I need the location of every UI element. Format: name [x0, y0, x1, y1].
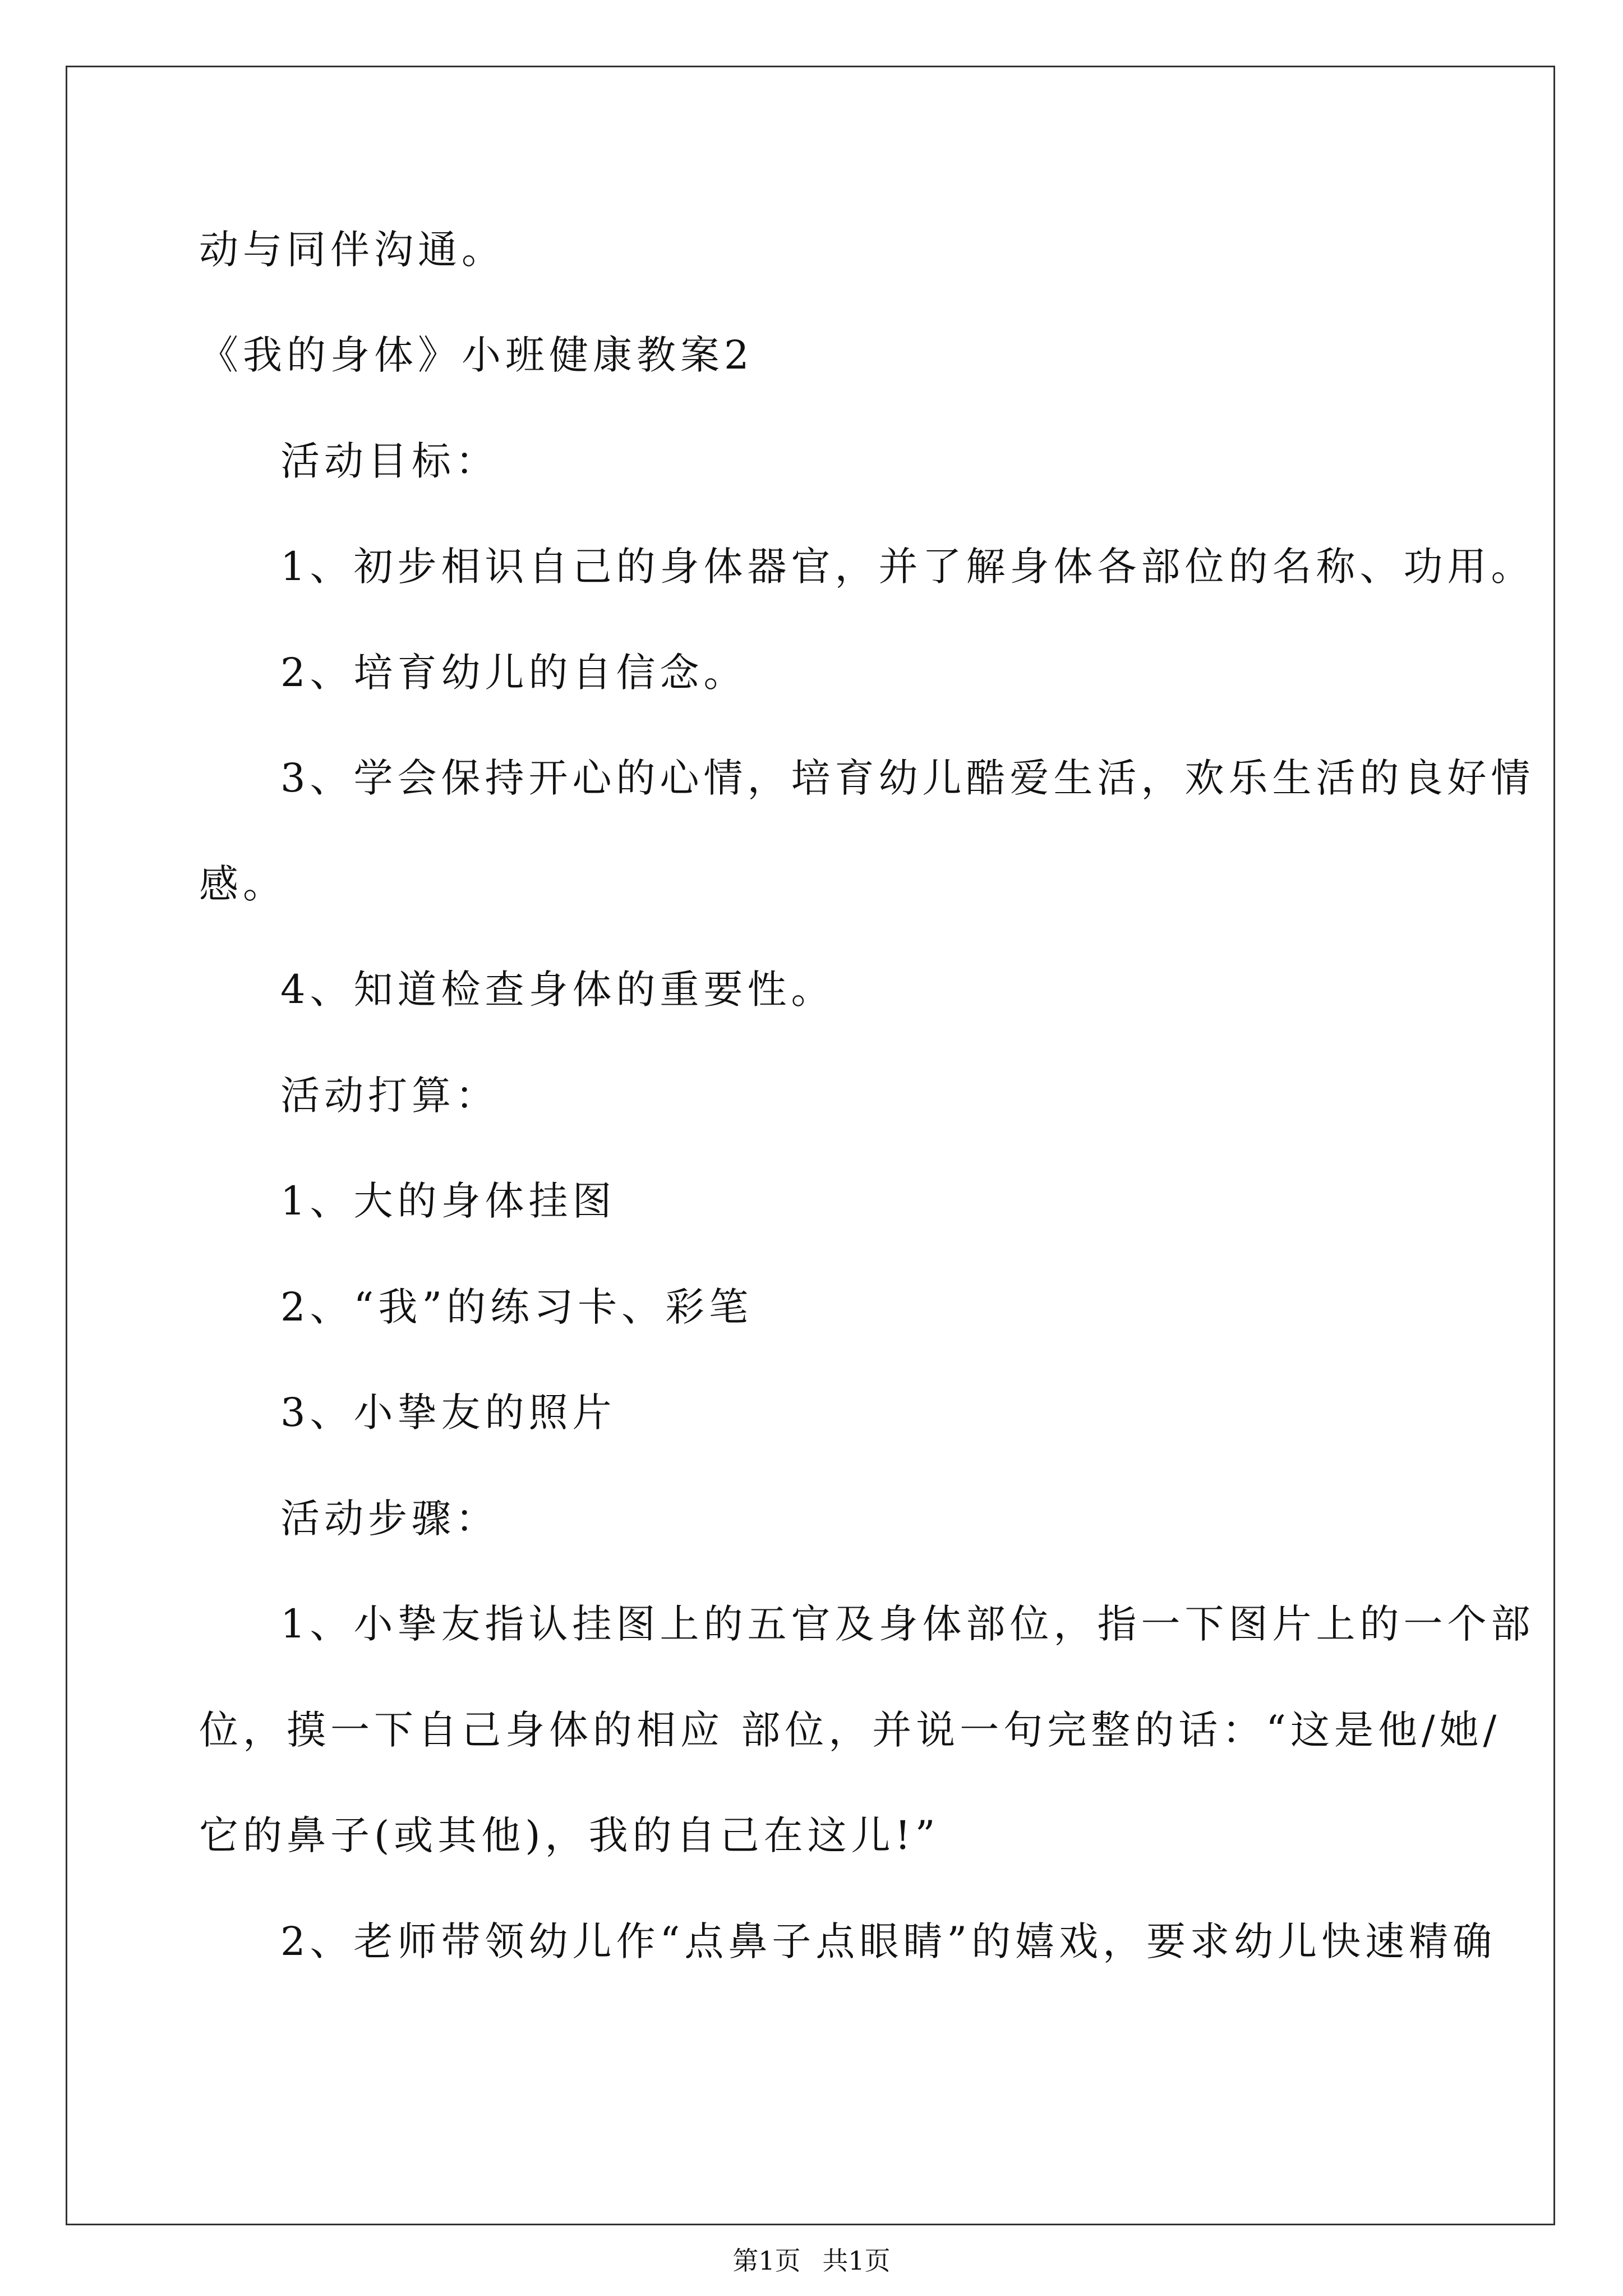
text-line: 1、初步相识自己的身体器官，并了解身体各部位的名称、功用。	[280, 544, 1535, 590]
text-line: 2、培育幼儿的自信念。	[280, 650, 748, 696]
text-line: 3、学会保持开心的心情，培育幼儿酷爱生活，欢乐生活的良好情	[280, 755, 1535, 801]
page-footer	[0, 2244, 1623, 2277]
heading-activity-goals: 活动目标：	[280, 438, 499, 484]
text-line: 2、“我”的练习卡、彩笔	[280, 1284, 753, 1330]
text-line: 4、知道检查身体的重要性。	[280, 967, 835, 1013]
section-title: 《我的身体》小班健康教案2	[199, 332, 754, 378]
heading-activity-prep: 活动打算：	[280, 1073, 499, 1119]
text-line: 它的鼻子(或其他)，我的自己在这儿!”	[199, 1812, 940, 1858]
text-line: 1、小挚友指认挂图上的五官及身体部位，指一下图片上的一个部	[280, 1601, 1535, 1647]
page-number: 第1页	[732, 2246, 801, 2276]
page-border	[66, 66, 1555, 2225]
text-line: 位，摸一下自己身体的相应 部位，并说一句完整的话：“这是他/她/	[199, 1707, 1501, 1753]
page-total: 共1页	[822, 2246, 891, 2276]
text-line: 2、老师带领幼儿作“点鼻子点眼睛”的嬉戏，要求幼儿快速精确	[280, 1918, 1497, 1964]
text-line: 动与同伴沟通。	[199, 227, 505, 273]
text-line: 3、小挚友的照片	[280, 1389, 616, 1435]
heading-activity-steps: 活动步骤：	[280, 1496, 499, 1542]
text-line: 1、大的身体挂图	[280, 1178, 616, 1224]
text-line: 感。	[199, 861, 287, 907]
